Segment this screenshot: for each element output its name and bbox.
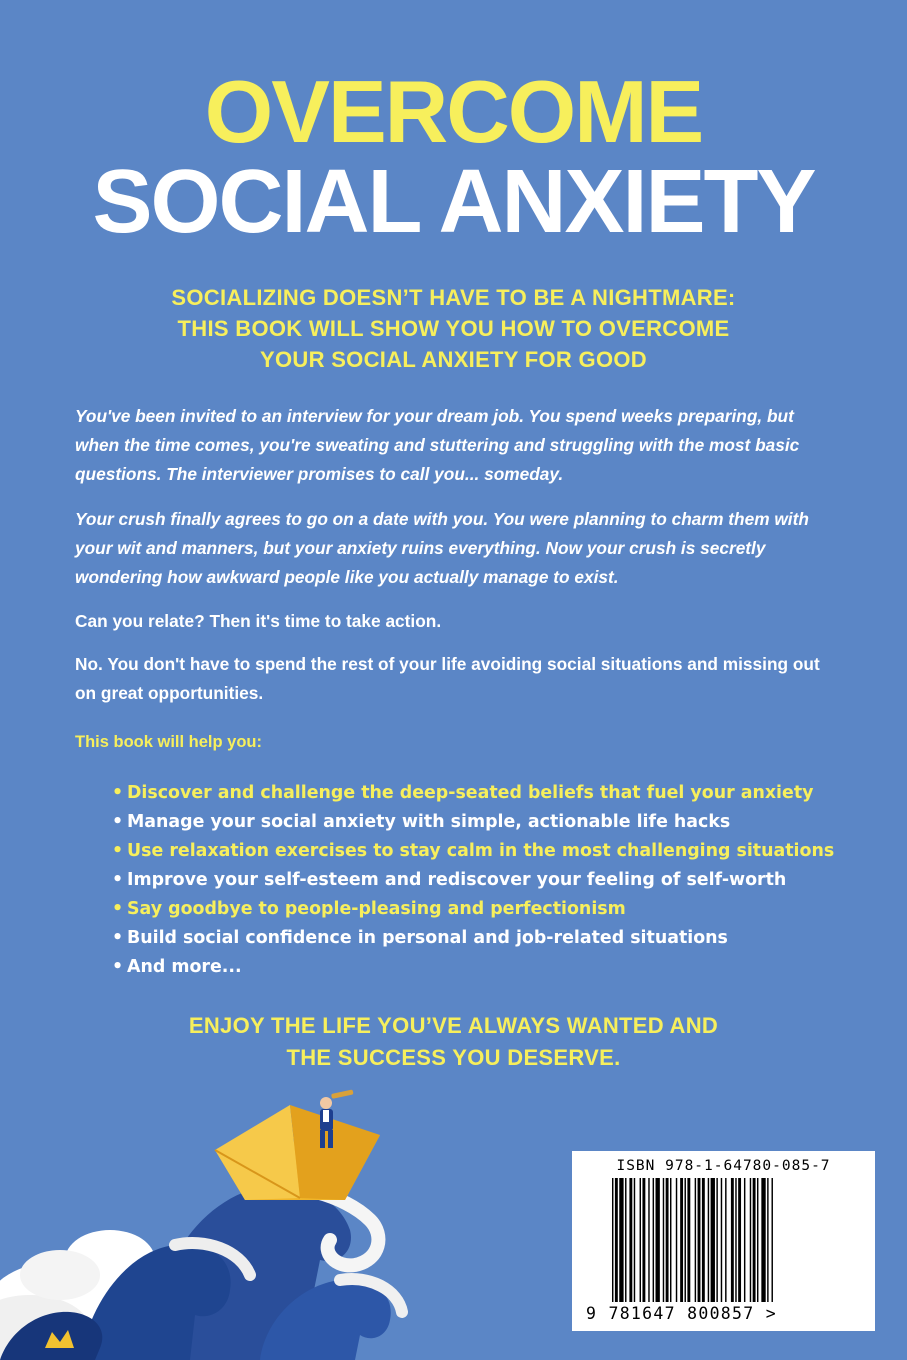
bullet-icon: • bbox=[112, 899, 124, 919]
barcode-digits: 9 781647 800857 > bbox=[586, 1304, 777, 1323]
paragraph-relate: Can you relate? Then it's time to take action. bbox=[75, 611, 442, 631]
list-item: • Build social confidence in personal and job-related situations bbox=[112, 924, 834, 953]
bullet-icon: • bbox=[112, 841, 124, 861]
list-item: • Say goodbye to people-pleasing and perfectionism bbox=[112, 895, 834, 924]
subtitle-line-3: YOUR SOCIAL ANXIETY FOR GOOD bbox=[260, 347, 647, 372]
closing-line-1: ENJOY THE LIFE YOU’VE ALWAYS WANTED AND bbox=[188, 1013, 719, 1038]
helps-heading: This book will help you: bbox=[75, 733, 263, 751]
paragraph-interview: You've been invited to an interview for your dream job. You spend weeks preparing, but when the time comes, you're sweating and stuttering and struggling with the most basic questions. The interviewer promises to call you... someday. bbox=[75, 406, 800, 484]
subtitle bbox=[60, 282, 847, 375]
closing-line-2: THE SUCCESS YOU DESERVE. bbox=[286, 1045, 621, 1070]
list-item: • Improve your self-esteem and rediscover your feeling of self-worth bbox=[112, 866, 834, 895]
list-item: • Discover and challenge the deep-seated beliefs that fuel your anxiety bbox=[112, 779, 834, 808]
subtitle-line-2: THIS BOOK WILL SHOW YOU HOW TO OVERCOME bbox=[177, 316, 730, 341]
paragraph-no: No. You don't have to spend the rest of your life avoiding social situations and missing out on great opportunities. bbox=[75, 654, 820, 703]
list-item: • And more... bbox=[112, 953, 834, 982]
bullet-icon: • bbox=[112, 870, 124, 890]
bullet-icon: • bbox=[112, 783, 124, 803]
bullet-icon: • bbox=[112, 928, 124, 948]
title-line-2: SOCIAL ANXIETY bbox=[92, 152, 815, 252]
barcode bbox=[572, 1151, 875, 1331]
list-item: • Manage your social anxiety with simple, actionable life hacks bbox=[112, 808, 834, 837]
paper-boat-waves-illustration bbox=[0, 1080, 470, 1360]
boat-icon bbox=[215, 1105, 380, 1200]
bullet-icon: • bbox=[112, 812, 124, 832]
bullet-icon: • bbox=[112, 957, 124, 977]
isbn-label: ISBN 978-1-64780-085-7 bbox=[616, 1158, 831, 1174]
list-item: • Use relaxation exercises to stay calm in the most challenging situations bbox=[112, 837, 834, 866]
title-line-1: OVERCOME bbox=[204, 62, 703, 161]
paragraph-crush: Your crush finally agrees to go on a date with you. You were planning to charm them with your wit and manners, but your anxiety ruins everything. Now your crush is secretly wondering how awkward people like you actually manage to exist. bbox=[75, 509, 809, 587]
closing-tagline bbox=[60, 1010, 847, 1074]
barcode-bars bbox=[612, 1178, 836, 1308]
subtitle-line-1: SOCIALIZING DOESN’T HAVE TO BE A NIGHTMARE: bbox=[171, 285, 736, 310]
benefit-list bbox=[112, 779, 834, 982]
